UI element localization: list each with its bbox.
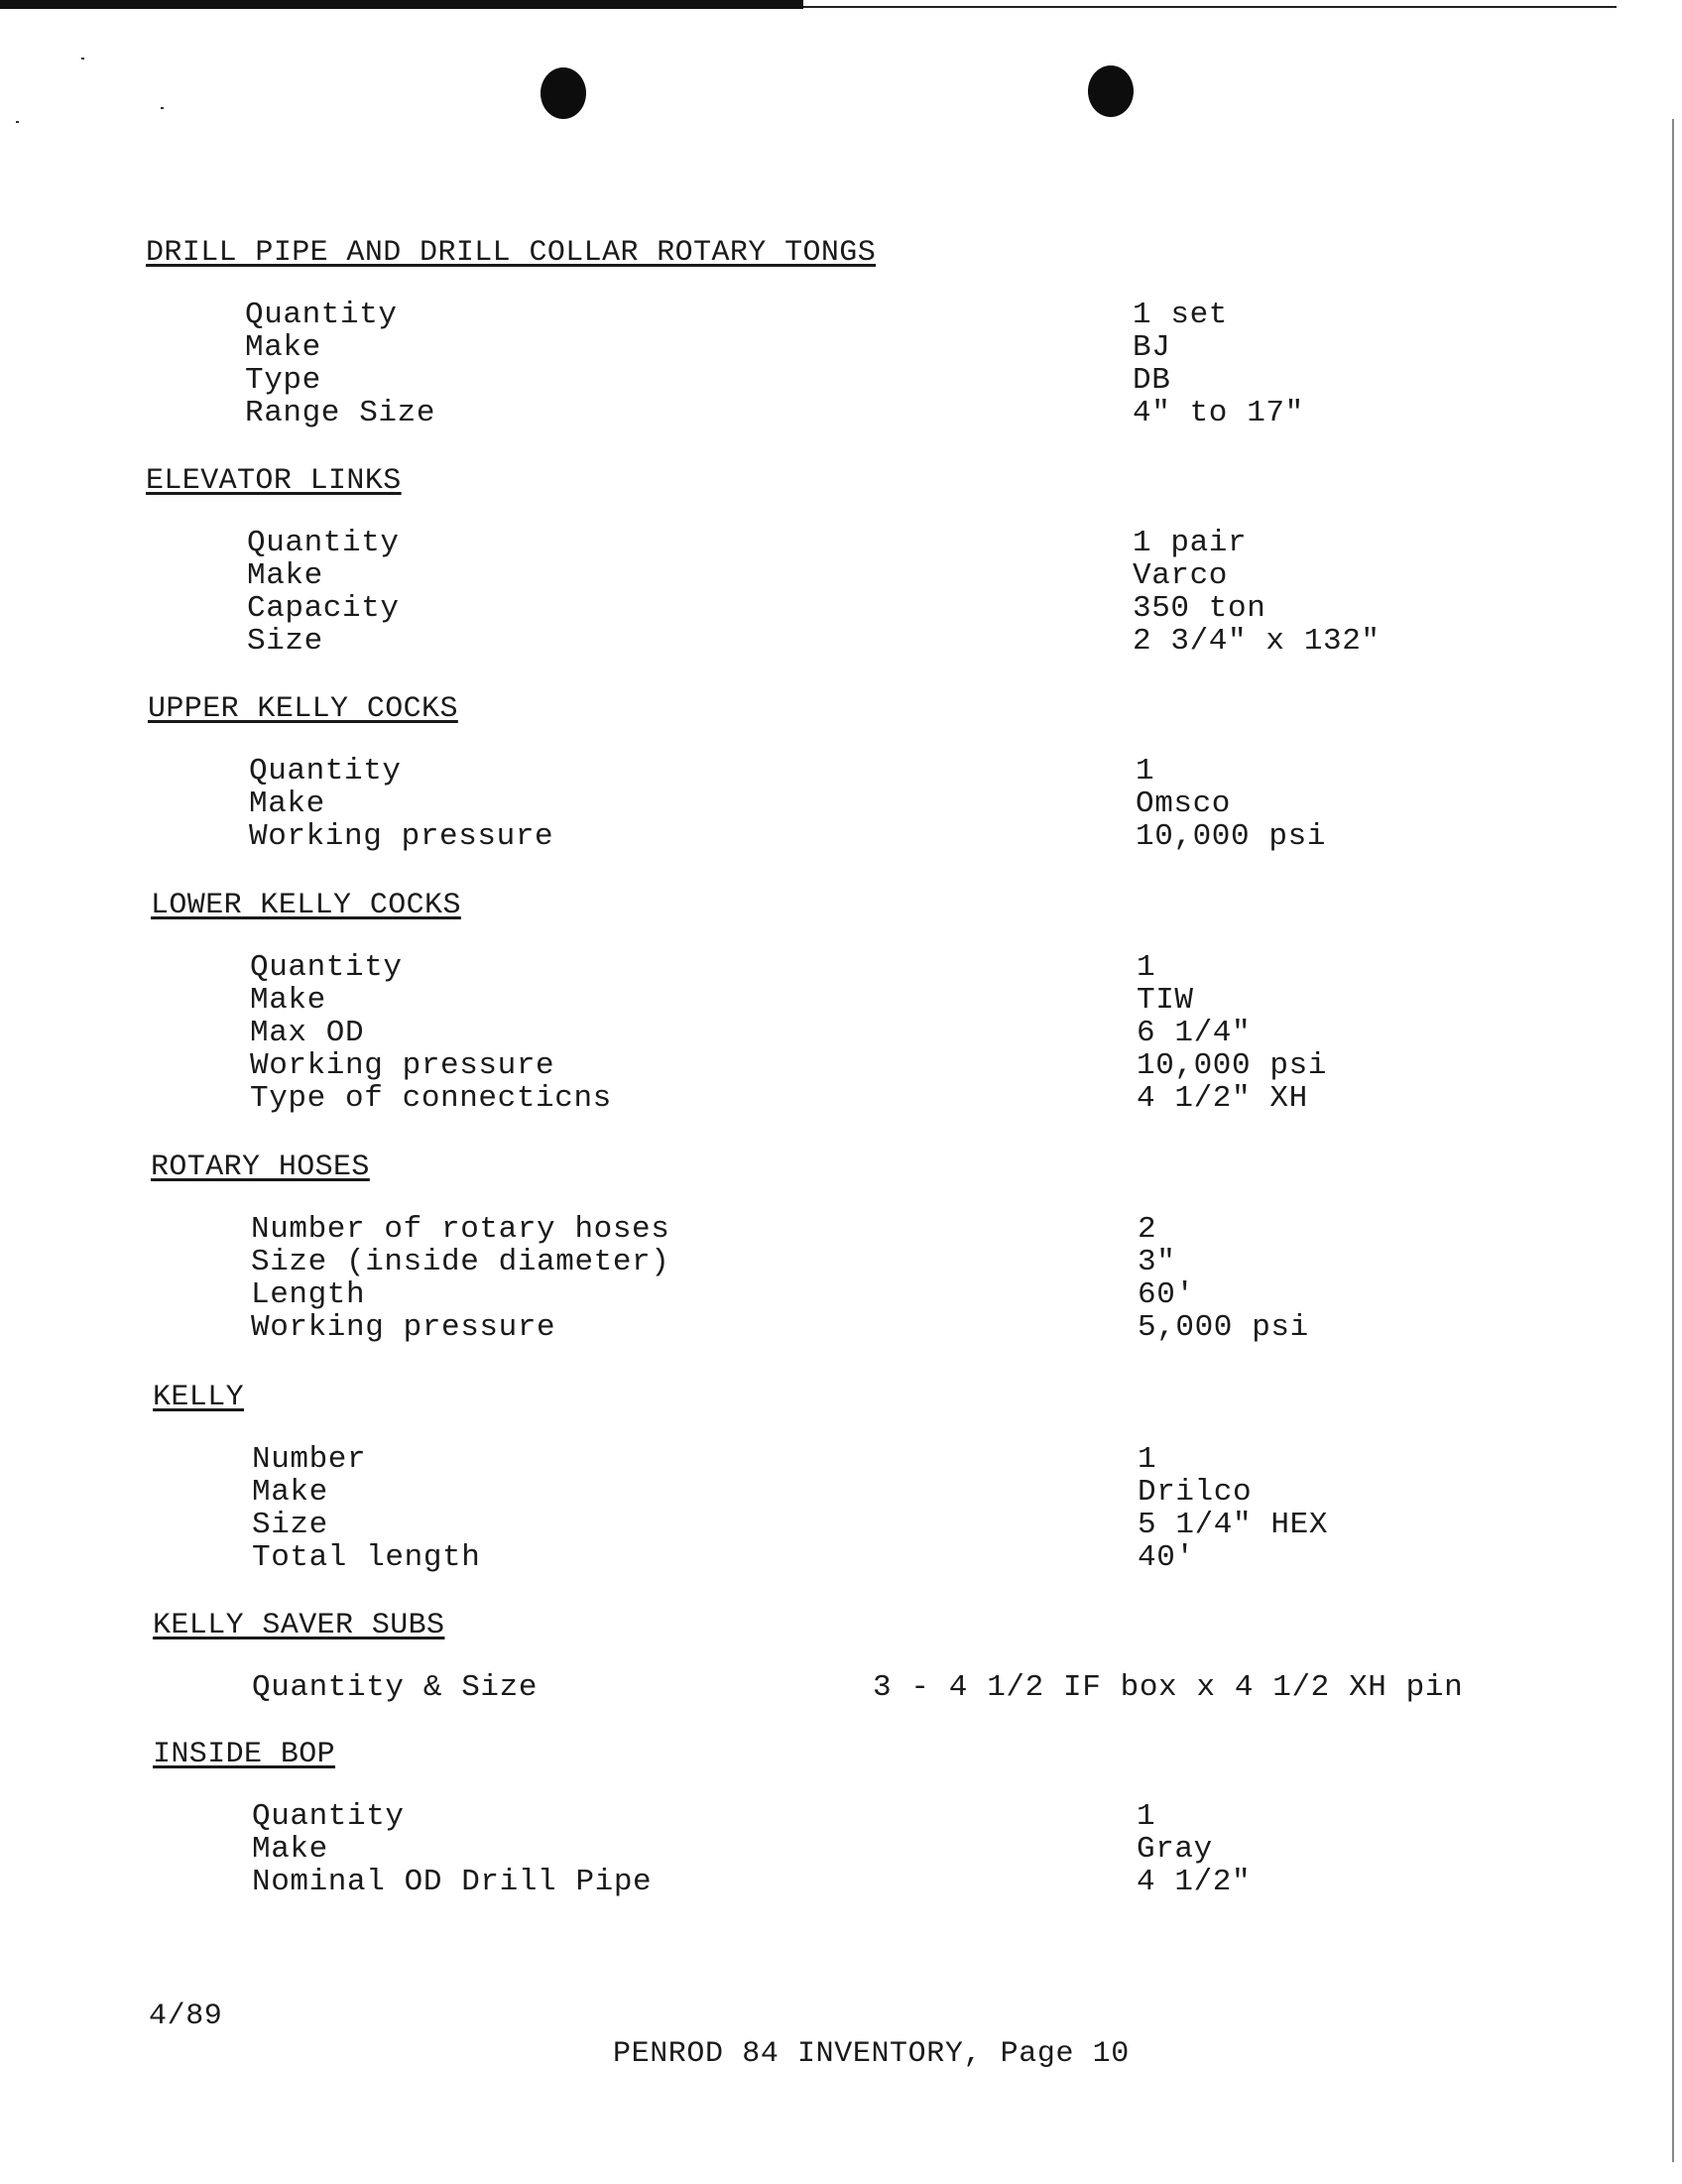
- spec-value: 40': [1138, 1540, 1195, 1575]
- spec-row: [0, 1016, 1682, 1048]
- spec-row: [0, 591, 1682, 624]
- spec-value: 3": [1138, 1245, 1176, 1279]
- spec-row: [0, 624, 1682, 657]
- footer-page-label: PENROD 84 INVENTORY, Page 10: [613, 2037, 1130, 2071]
- spec-label: Make: [245, 330, 321, 365]
- spec-value: 350 ton: [1133, 591, 1266, 626]
- spec-value: 2 3/4" x 132": [1133, 624, 1381, 659]
- spec-label: Max OD: [250, 1016, 365, 1050]
- spec-row: [0, 558, 1682, 591]
- spec-value: 4 1/2": [1137, 1865, 1252, 1899]
- spec-value: 1 set: [1133, 298, 1229, 332]
- spec-label: Make: [249, 787, 325, 821]
- spec-row: [0, 298, 1682, 330]
- spec-row: [0, 1212, 1682, 1245]
- spec-label: Quantity: [249, 754, 402, 789]
- spec-value: 5,000 psi: [1138, 1310, 1309, 1345]
- section-heading: KELLY: [153, 1381, 245, 1414]
- spec-value: TIW: [1137, 983, 1194, 1018]
- spec-row: [0, 330, 1682, 363]
- spec-value: Gray: [1137, 1832, 1213, 1867]
- section-heading: ELEVATOR LINKS: [146, 464, 402, 498]
- spec-row: [0, 819, 1682, 852]
- spec-value: 1: [1137, 1799, 1156, 1834]
- spec-row: [0, 1310, 1682, 1343]
- spec-value: 4" to 17": [1133, 396, 1304, 430]
- spec-label: Type of connecticns: [250, 1081, 612, 1116]
- spec-row: [0, 787, 1682, 819]
- spec-value: 2: [1138, 1212, 1157, 1247]
- spec-label: Range Size: [245, 396, 436, 430]
- spec-value: 1 pair: [1133, 526, 1248, 560]
- spec-row: [0, 396, 1682, 428]
- spec-value: 10,000 psi: [1137, 1048, 1328, 1083]
- spec-value: 10,000 psi: [1136, 819, 1327, 854]
- punch-hole-right: [1088, 65, 1134, 117]
- spec-label: Capacity: [247, 591, 400, 626]
- spec-value: 4 1/2" XH: [1137, 1081, 1308, 1116]
- spec-label: Nominal OD Drill Pipe: [252, 1865, 653, 1899]
- spec-value: 6 1/4": [1137, 1016, 1252, 1050]
- spec-label: Working pressure: [250, 1048, 555, 1083]
- spec-label: Working pressure: [249, 819, 554, 854]
- spec-row: [0, 1277, 1682, 1310]
- spec-value: 1: [1136, 754, 1155, 789]
- spec-row: [0, 983, 1682, 1016]
- scan-speck: [81, 58, 84, 60]
- spec-row: [0, 1048, 1682, 1081]
- section-heading: INSIDE BOP: [153, 1738, 336, 1771]
- spec-value: 60': [1138, 1277, 1195, 1312]
- spec-label: Quantity: [250, 950, 403, 985]
- spec-row: [0, 1245, 1682, 1277]
- spec-value: Drilco: [1138, 1475, 1253, 1510]
- spec-row: [0, 1508, 1682, 1540]
- spec-row: [0, 754, 1682, 787]
- punch-hole-left: [541, 67, 586, 119]
- section-heading: LOWER KELLY COCKS: [151, 889, 461, 922]
- spec-value: BJ: [1133, 330, 1171, 365]
- scan-top-edge: [0, 0, 803, 9]
- spec-label: Make: [250, 983, 326, 1018]
- spec-label: Quantity: [245, 298, 398, 332]
- spec-row: [0, 1832, 1682, 1865]
- spec-row: [0, 1865, 1682, 1897]
- spec-label: Size: [247, 624, 323, 659]
- spec-row: [0, 526, 1682, 558]
- section-heading: DRILL PIPE AND DRILL COLLAR ROTARY TONGS: [146, 236, 877, 270]
- spec-row: [0, 950, 1682, 983]
- spec-value: 3 - 4 1/2 IF box x 4 1/2 XH pin: [873, 1670, 1464, 1705]
- spec-label: Make: [247, 558, 323, 593]
- spec-label: Size: [252, 1508, 328, 1542]
- spec-row: [0, 1475, 1682, 1508]
- scan-top-line: [803, 6, 1617, 8]
- spec-label: Length: [251, 1277, 366, 1312]
- spec-row: [0, 1081, 1682, 1114]
- spec-value: Omsco: [1136, 787, 1232, 821]
- spec-label: Type: [245, 363, 321, 398]
- spec-label: Working pressure: [251, 1310, 556, 1345]
- section-heading: UPPER KELLY COCKS: [148, 692, 458, 726]
- scan-speck: [161, 107, 164, 109]
- spec-row: [0, 363, 1682, 396]
- spec-label: Make: [252, 1832, 328, 1867]
- spec-value: 1: [1137, 950, 1156, 985]
- spec-row: [0, 1442, 1682, 1475]
- spec-row: [0, 1799, 1682, 1832]
- spec-row: [0, 1540, 1682, 1573]
- spec-row: [0, 1670, 1682, 1703]
- spec-label: Number of rotary hoses: [251, 1212, 670, 1247]
- spec-label: Make: [252, 1475, 328, 1510]
- footer-date: 4/89: [149, 2000, 223, 2033]
- spec-value: DB: [1133, 363, 1171, 398]
- spec-value: 5 1/4" HEX: [1138, 1508, 1329, 1542]
- spec-label: Quantity: [252, 1799, 405, 1834]
- spec-label: Number: [252, 1442, 367, 1477]
- spec-label: Size (inside diameter): [251, 1245, 670, 1279]
- spec-label: Quantity & Size: [252, 1670, 539, 1705]
- scan-speck: [16, 121, 19, 123]
- spec-label: Quantity: [247, 526, 400, 560]
- spec-label: Total length: [252, 1540, 481, 1575]
- section-heading: ROTARY HOSES: [151, 1151, 370, 1184]
- spec-value: Varco: [1133, 558, 1229, 593]
- spec-value: 1: [1138, 1442, 1157, 1477]
- section-heading: KELLY SAVER SUBS: [153, 1609, 445, 1642]
